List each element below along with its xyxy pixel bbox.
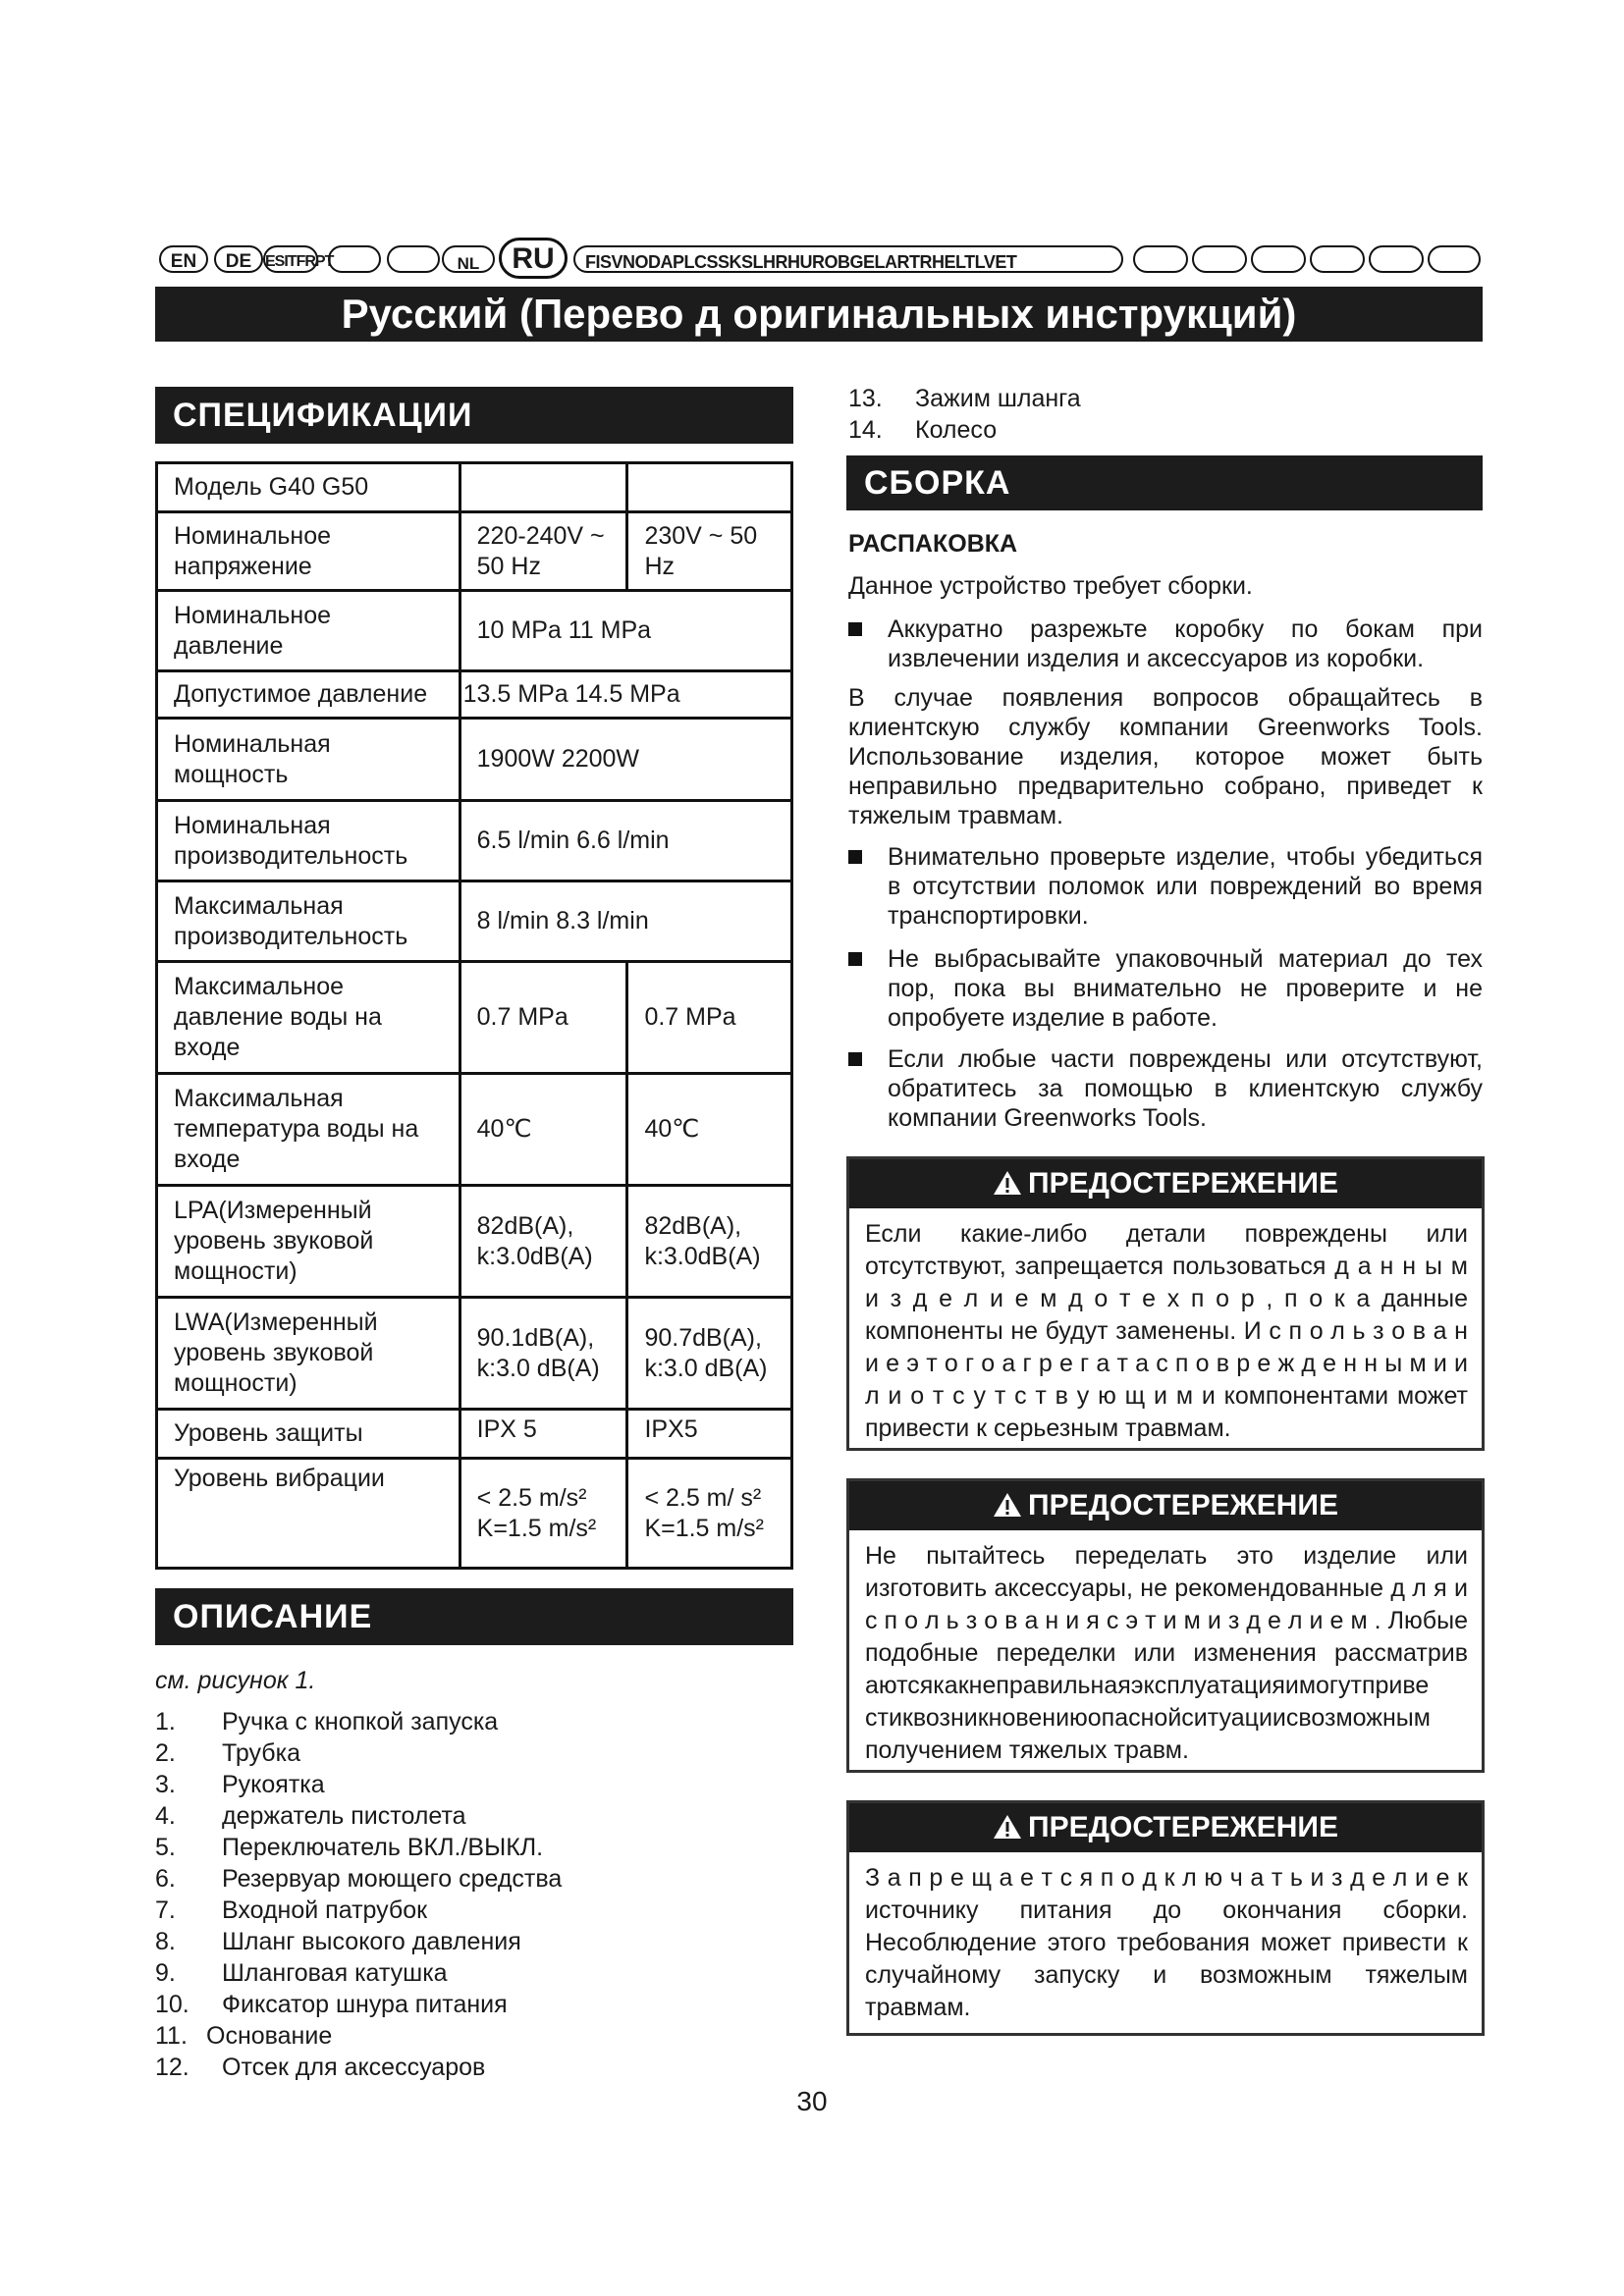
spec-label: Модель G40 G50 bbox=[157, 463, 460, 512]
spec-value: 40℃ bbox=[627, 1074, 792, 1186]
lang-strip-left[interactable]: ESITFRPT bbox=[263, 245, 318, 273]
spec-value: 0.7 MPa bbox=[627, 962, 792, 1074]
spec-label: Номинальная мощность bbox=[157, 719, 460, 801]
description-heading: ОПИСАНИЕ bbox=[155, 1588, 793, 1645]
warning-header: ПРЕДОСТЕРЕЖЕНИЕ bbox=[849, 1803, 1482, 1852]
spec-label: Максимальная температура воды на входе bbox=[157, 1074, 460, 1186]
spec-value: 220-240V ~ 50 Hz bbox=[460, 512, 627, 591]
warning-triangle-icon bbox=[993, 1814, 1022, 1840]
spec-value: 1900W 2200W bbox=[460, 719, 791, 801]
lang-empty[interactable] bbox=[1133, 245, 1188, 273]
spec-label: Номинальное давление bbox=[157, 591, 460, 671]
warning-triangle-icon bbox=[993, 1170, 1022, 1196]
lang-de[interactable]: DE bbox=[214, 245, 263, 273]
bullet-item: Внимательно проверьте изделие, чтобы убедиться в отсутствии поломок или повреждений во время транспортировки. bbox=[848, 842, 1483, 931]
table-row bbox=[157, 512, 792, 591]
spec-value: 230V ~ 50 Hz bbox=[627, 512, 792, 591]
spec-value bbox=[460, 463, 627, 512]
table-row bbox=[157, 801, 792, 881]
spec-value: 90.1dB(A), k:3.0 dB(A) bbox=[460, 1298, 627, 1410]
lang-empty[interactable] bbox=[1192, 245, 1247, 273]
lang-en[interactable]: EN bbox=[159, 245, 208, 273]
table-row bbox=[157, 1298, 792, 1410]
lang-empty[interactable] bbox=[1310, 245, 1365, 273]
page-title: Русский (Перево д оригинальных инструкций) bbox=[155, 287, 1483, 342]
spec-label: Максимальное давление воды на входе bbox=[157, 962, 460, 1074]
spec-label: Допустимое давление bbox=[157, 671, 460, 719]
spec-value: 82dB(A), k:3.0dB(A) bbox=[627, 1186, 792, 1298]
bullet-item: Если любые части повреждены или отсутствуют, обратитесь за помощью в клиентскую службу компании Greenworks Tools. bbox=[848, 1044, 1483, 1133]
page-number: 30 bbox=[796, 2086, 828, 2116]
spec-label: LPA(Измеренный уровень звуковой мощности) bbox=[157, 1186, 460, 1298]
lang-empty[interactable] bbox=[1369, 245, 1424, 273]
spec-value: 6.5 l/min 6.6 l/min bbox=[460, 801, 791, 881]
spec-label: Номинальное напряжение bbox=[157, 512, 460, 591]
warning-text: Не пытайтесь переделать это изделие или изготовить аксессуары, не рекомендованные д л я и с п о л ь з о в а н и я с э т и м и з д е л и е м . Любые подобные переделки или изменения рассматрив аютсякакнеправильнаяэксплуатацияимогутприве стиквозникновениюопаснойситуациисвозможным получением тяжелых травм. bbox=[865, 1542, 1468, 1764]
lang-empty[interactable] bbox=[1251, 245, 1306, 273]
warning-box bbox=[846, 1156, 1485, 1451]
lang-nl[interactable]: NL bbox=[442, 245, 495, 273]
spec-label: Максимальная производительность bbox=[157, 881, 460, 962]
spec-value: < 2.5 m/ s² K=1.5 m/s² bbox=[627, 1459, 792, 1569]
table-row bbox=[157, 591, 792, 671]
lang-empty[interactable] bbox=[328, 245, 381, 273]
warning-text: Если какие-либо детали повреждены или отсутствуют, запрещается пользоваться д а н н ы м и з д е л и е м д о т е х п о р , п о к а данные компоненты не будут заменены. И с п о л ь з о в а н и е э т о г о а г р е г а т а с п о в р е ж д е н н ы м и и л и о т с у т с т в у ю щ и м и компонентами может привести к серьезным травмам. bbox=[865, 1220, 1468, 1442]
spec-heading: СПЕЦИФИКАЦИИ bbox=[155, 387, 793, 444]
bullet-icon bbox=[848, 1052, 862, 1066]
spec-value: 10 MPa 11 MPa bbox=[460, 591, 791, 671]
see-figure-note: см. рисунок 1. bbox=[155, 1667, 316, 1694]
lang-ru-active[interactable]: RU bbox=[499, 238, 568, 279]
spec-value: 40℃ bbox=[460, 1074, 627, 1186]
table-row bbox=[157, 1410, 792, 1459]
bullet-item: Аккуратно разрежьте коробку по бокам при извлечении изделия и аксессуаров из коробки. bbox=[848, 614, 1483, 673]
warning-triangle-icon bbox=[993, 1492, 1022, 1518]
assembly-heading: СБОРКА bbox=[846, 455, 1483, 510]
lang-strip-right[interactable]: FISVNODAPLCSSKSLHRHUROBGELARTRHELTLVET bbox=[573, 245, 1123, 273]
table-row bbox=[157, 1186, 792, 1298]
table-row bbox=[157, 881, 792, 962]
spec-value: < 2.5 m/s² K=1.5 m/s² bbox=[460, 1459, 627, 1569]
spec-value: 0.7 MPa bbox=[460, 962, 627, 1074]
table-row bbox=[157, 463, 792, 512]
spec-value: 8 l/min 8.3 l/min bbox=[460, 881, 791, 962]
table-row bbox=[157, 1459, 792, 1569]
spec-value: 82dB(A), k:3.0dB(A) bbox=[460, 1186, 627, 1298]
language-bar bbox=[155, 238, 1483, 279]
warning-text: З а п р е щ а е т с я п о д к л ю ч а т ь и з д е л и е к источнику питания до окончания сборки. Несоблюдение этого требования может привести к случайному запуску и возможным тяжелым травмам. bbox=[865, 1864, 1468, 2021]
bullet-item: Не выбрасывайте упаковочный материал до тех пор, пока вы внимательно не проверите и не опробуете изделие в работе. bbox=[848, 944, 1483, 1033]
lang-empty[interactable] bbox=[387, 245, 440, 273]
spec-value: IPX5 bbox=[627, 1410, 792, 1459]
spec-label: Номинальная производительность bbox=[157, 801, 460, 881]
spec-value: IPX 5 bbox=[460, 1410, 627, 1459]
spec-value: 90.7dB(A), k:3.0 dB(A) bbox=[627, 1298, 792, 1410]
unpacking-subheading: РАСПАКОВКА bbox=[848, 530, 1018, 558]
warning-header: ПРЕДОСТЕРЕЖЕНИЕ bbox=[849, 1159, 1482, 1208]
spec-label: Уровень вибрации bbox=[157, 1459, 460, 1569]
lang-empty[interactable] bbox=[1428, 245, 1481, 273]
spec-value bbox=[627, 463, 792, 512]
table-row bbox=[157, 671, 792, 719]
table-row bbox=[157, 962, 792, 1074]
bullet-icon bbox=[848, 850, 862, 864]
warning-box bbox=[846, 1478, 1485, 1773]
spec-table bbox=[155, 461, 793, 1570]
warning-box bbox=[846, 1800, 1485, 2036]
bullet-icon bbox=[848, 622, 862, 636]
spec-value: 13.5 MPa 14.5 MPa bbox=[460, 671, 791, 719]
warning-header: ПРЕДОСТЕРЕЖЕНИЕ bbox=[849, 1481, 1482, 1530]
spec-label: Уровень защиты bbox=[157, 1410, 460, 1459]
assembly-paragraph: В случае появления вопросов обращайтесь в клиентскую службу компании Greenworks Tools. Использование изделия, которое может быть неправильно предварительно собрано, приведет к тяжелым травмам. bbox=[848, 684, 1483, 829]
table-row bbox=[157, 719, 792, 801]
table-row bbox=[157, 1074, 792, 1186]
spec-label: LWA(Измеренный уровень звуковой мощности) bbox=[157, 1298, 460, 1410]
bullet-icon bbox=[848, 952, 862, 966]
assembly-intro: Данное устройство требует сборки. bbox=[848, 572, 1253, 600]
